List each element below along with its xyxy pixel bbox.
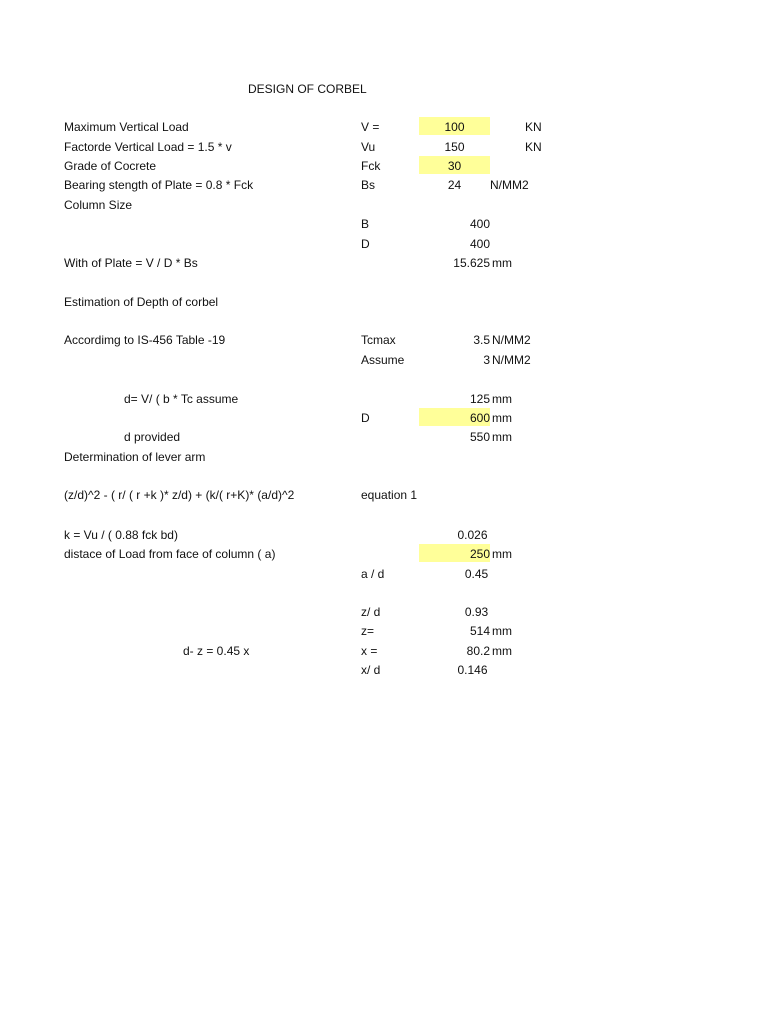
label-a: distace of Load from face of column ( a) (64, 547, 276, 561)
unit-tcmax: N/MM2 (492, 333, 531, 347)
value-assume: 3 (483, 353, 490, 367)
unit-assume: N/MM2 (492, 353, 531, 367)
value-a-d: 0.45 (464, 567, 489, 581)
label-is456: Accordimg to IS-456 Table -19 (64, 333, 226, 347)
label-equation: (z/d)^2 - ( r/ ( r +k )* z/d) + (k/( r+K)* (a/d)^2 (64, 488, 295, 502)
label-plate-width: With of Plate = V / D * Bs (64, 256, 198, 270)
unit-z: mm (492, 624, 512, 638)
value-k: 0.026 (457, 528, 488, 542)
unit-vu: KN (525, 140, 542, 154)
label-column-size: Column Size (64, 198, 133, 212)
symbol-equation-1: equation 1 (361, 488, 418, 502)
value-tcmax: 3.5 (473, 333, 490, 347)
unit-d-total: mm (492, 411, 512, 425)
label-d-z: d- z = 0.45 x (183, 644, 250, 658)
symbol-tcmax: Tcmax (361, 333, 396, 347)
label-d-provided: d provided (124, 430, 181, 444)
unit-plate-width: mm (492, 256, 512, 270)
unit-d-calc: mm (492, 392, 512, 406)
symbol-b: B (361, 217, 370, 231)
page-title: DESIGN OF CORBEL (248, 82, 367, 96)
value-bs: 24 (447, 178, 462, 192)
value-plate-width: 15.625 (453, 256, 490, 270)
symbol-z: z= (361, 624, 375, 638)
value-z-d: 0.93 (464, 605, 489, 619)
symbol-z-d: z/ d (361, 605, 381, 619)
value-x: 80.2 (466, 644, 490, 658)
symbol-d-column: D (361, 237, 370, 251)
label-estimation-depth: Estimation of Depth of corbel (64, 295, 219, 309)
unit-d-provided: mm (492, 430, 512, 444)
symbol-a-d: a / d (361, 567, 385, 581)
unit-bs: N/MM2 (490, 178, 529, 192)
unit-a: mm (492, 547, 512, 561)
value-fck: 30 (447, 159, 462, 173)
unit-v: KN (525, 120, 542, 134)
label-max-load: Maximum Vertical Load (64, 120, 189, 134)
value-vu: 150 (444, 140, 465, 154)
value-d-column: 400 (469, 237, 490, 251)
value-v: 100 (444, 120, 465, 134)
unit-x: mm (492, 644, 512, 658)
symbol-v: V = (361, 120, 380, 134)
symbol-x: x = (361, 644, 378, 658)
label-bearing: Bearing stength of Plate = 0.8 * Fck (64, 178, 254, 192)
symbol-vu: Vu (361, 140, 376, 154)
symbol-x-d: x/ d (361, 663, 381, 677)
value-x-d: 0.146 (457, 663, 488, 677)
label-lever-arm: Determination of lever arm (64, 450, 206, 464)
symbol-bs: Bs (361, 178, 376, 192)
value-d-calc: 125 (469, 392, 490, 406)
value-d-provided: 550 (469, 430, 490, 444)
symbol-fck: Fck (361, 159, 381, 173)
symbol-d-total: D (361, 411, 370, 425)
label-factored-load: Factorde Vertical Load = 1.5 * v (64, 140, 232, 154)
symbol-assume: Assume (361, 353, 405, 367)
value-a: 250 (469, 547, 490, 561)
value-z: 514 (469, 624, 490, 638)
value-b: 400 (469, 217, 490, 231)
value-d-total: 600 (469, 411, 490, 425)
label-k: k = Vu / ( 0.88 fck bd) (64, 528, 178, 542)
label-grade: Grade of Cocrete (64, 159, 157, 173)
label-d-calc: d= V/ ( b * Tc assume (124, 392, 239, 406)
